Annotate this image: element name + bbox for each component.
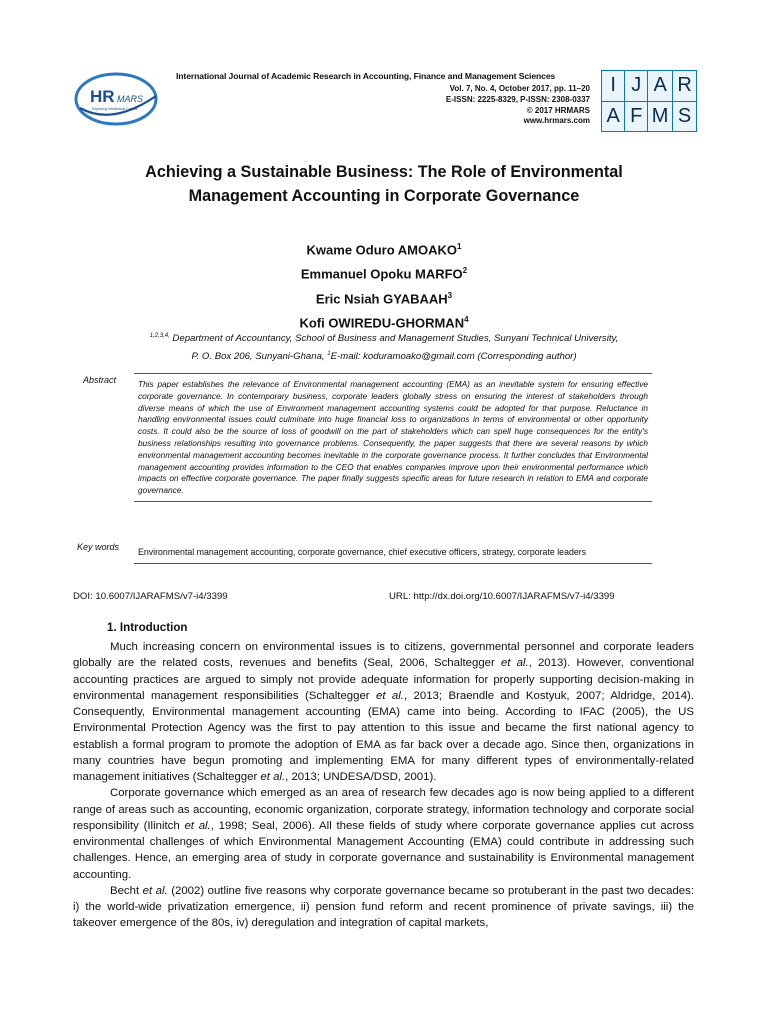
author: Emmanuel Opoku MARFO$^2$: [300, 266, 468, 282]
body-paragraph: Corporate governance which emerged as an area of research few decades ago is now being applied to a different range of areas such as accounting, economic organization, corporate strategy, information technology and corporate social responsibility (Ilinitch et al., 1998; Seal, 2006). All these fields of study where corporate governance applies cut across environmental challenges of which Environmental Management Accounting (EMA) could contribute in addressing such challenges. Hence, an emerging area of study in corporate governance and sustainability is Environmental management accounting.: [73, 787, 694, 881]
abstract-label: Abstract: [83, 375, 117, 385]
author: Kwame Oduro AMOAKO$^1$: [306, 242, 462, 258]
body-paragraph: Becht et al. (2002) outline five reasons why corporate governance became so protuberant in the past two decades: i) the world-wide privatization emergence, ii) pension fund reform and recent prominence of private savings, iii) the takeover emergence of the 80s, iv) deregulation and integration of capital markets,: [73, 884, 694, 930]
abstract-box: [134, 373, 652, 502]
badge-letter: R: [673, 71, 697, 102]
body-text: [73, 639, 694, 932]
svg-text:Exploring Intellectual Capital: Exploring Intellectual Capital: [92, 107, 138, 111]
section-heading: 1. Introduction: [107, 621, 188, 634]
journal-website: www.hrmars.com: [523, 116, 590, 126]
badge-letter: J: [625, 71, 648, 102]
keywords-label: Key words: [77, 542, 120, 552]
badge-letter: S: [673, 101, 697, 132]
doi: DOI: 10.6007/IJARAFMS/v7-i4/3399: [73, 591, 228, 602]
author-list: [140, 236, 628, 333]
badge-letter: A: [602, 101, 625, 132]
journal-issn: E-ISSN: 2225-8329, P-ISSN: 2308-0337: [445, 94, 590, 104]
badge-letter: I: [602, 71, 625, 102]
affiliation-line: Department of Accountancy, School of Business and Management Studies, Sunyani Technical University,: [169, 333, 619, 345]
badge-letter: F: [625, 101, 648, 132]
abstract-text: This paper establishes the relevance of Environmental management accounting (EMA) as an inevitable system for ensuring effective corporate governance. In contemporary business, corporate leaders globally stress on ensuring the interest of stakeholders through diverse means of which the use of Environment management accounting systems could be adopted for that purpose. Reluctance in handling environmental issues could culminate into huge financial loss to organizations in terms of environmental or other opportunity costs. It could also be the source of loss of goodwill on the part of stakeholders which can spell huge consequences for the entity's business relationships resulting into governance problems. Consequently, the paper suggests that there are several reasons by which environmental management accounting becomes inevitable in the corporate governance process. It further concludes that Environmental management accounting provides information to the CEO that enables companies improve upon their environmental performance which impacts on effective corporate governance. The paper finally suggests specific areas for future research in relation to EMA and corporate governance.: [138, 379, 648, 496]
keywords-box: [134, 542, 652, 564]
author: Kofi OWIREDU-GHORMAN$^4$: [299, 314, 469, 331]
keywords-text: Environmental management accounting, corporate governance, chief executive officers, strategy, corporate leaders: [138, 547, 587, 557]
ijarafms-badge: [601, 70, 697, 132]
journal-copyright: © 2017 HRMARS: [526, 105, 590, 115]
title-line: Achieving a Sustainable Business: The Role of Environmental: [145, 163, 623, 181]
hrmars-logo: [72, 68, 168, 130]
badge-letter: A: [648, 71, 673, 102]
doi-url-link[interactable]: URL: http://dx.doi.org/10.6007/IJARAFMS/v7-i4/3399: [389, 591, 615, 602]
badge-letter: M: [648, 101, 673, 132]
svg-text:HR: HR: [90, 87, 115, 106]
affiliation: $^{1,2,3,4,}$ Department of Accountancy, School of Business and Management Studies, Sunyani Technical University, P. O. Box 206, Sunyani-Ghana, $^1$E-mail: koduramoako@gmail.com (Corresponding author): [149, 333, 619, 362]
svg-text:MARS: MARS: [117, 94, 144, 104]
body-paragraph: Much increasing concern on environmental issues is to citizens, governmental personnel and corporate leaders globally are the related costs, revenues and benefits (Seal, 2006, Schaltegger et al., 2013). However, conventional accounting practices are argued to simply not provide adequate information for properly supporting decision-making in environmental management responsibilities (Schaltegger et al., 2013; Braendle and Kostyuk, 2007; Aldridge, 2014). Consequently, Environmental management accounting (EMA) came into being. According to IFAC (2005), the US Environmental Protection Agency was the first to pay attention to this issue and became the first national agency to establish a formal program to promote the adoption of EMA as far back over a decade ago. Since then, organizations in many countries have begun promoting and implementing EMA for many different types of environmentally-related management initiatives (Schaltegger et al., 2013; UNDESA/DSD, 2001).: [73, 641, 694, 783]
journal-volume: Vol. 7, No. 4, October 2017, pp. 11–20: [449, 84, 590, 93]
author: Eric Nsiah GYABAAH$^3$: [315, 290, 453, 306]
article-title: [80, 160, 688, 208]
journal-meta: [340, 84, 590, 127]
corresponding-email: E-mail: koduramoako@gmail.com (Corresponding author): [330, 350, 577, 362]
journal-header: [176, 71, 596, 82]
title-line: Management Accounting in Corporate Governance: [188, 187, 580, 205]
affiliation-marks: 1,2,3,4,: [149, 333, 170, 339]
journal-name: International Journal of Academic Research in Accounting, Finance and Management Sciences: [176, 71, 556, 81]
